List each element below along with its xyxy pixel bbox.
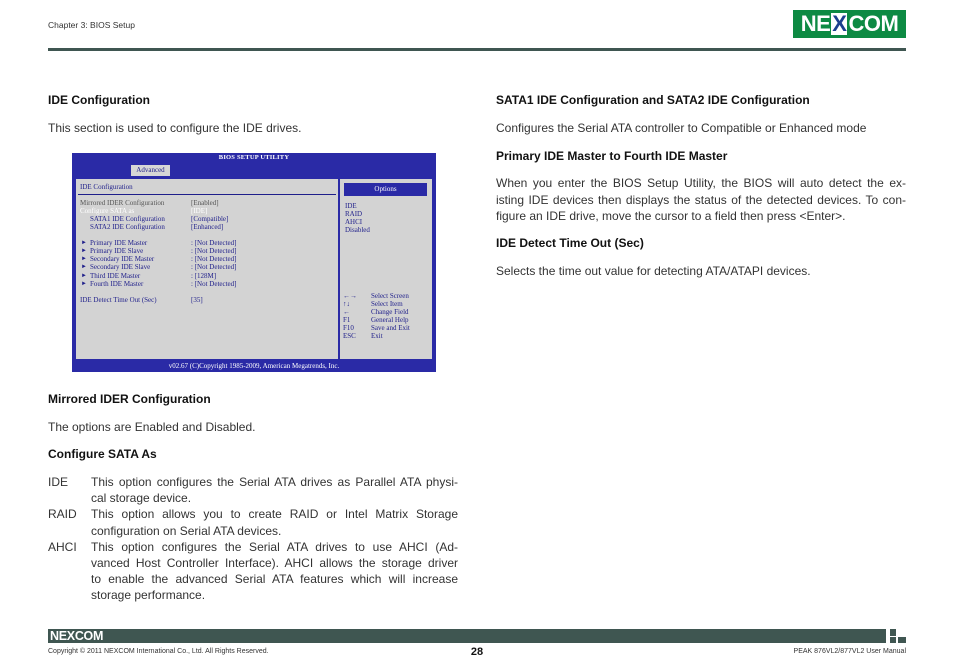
bios-timeout-row xyxy=(76,296,338,304)
bios-option-item: RAID xyxy=(345,210,363,218)
bios-setting-row xyxy=(76,223,338,231)
bios-key: ←→ xyxy=(343,292,357,300)
paragraph-line: isting IDE devices then displays the status of the detected devices. To con- xyxy=(496,192,906,207)
bios-settings-panel xyxy=(76,179,338,359)
bios-tab-advanced: Advanced xyxy=(131,165,170,176)
sata-mode-definitions xyxy=(48,474,458,604)
definition-term: AHCI xyxy=(48,539,77,554)
bios-key-help-row xyxy=(340,300,432,308)
bios-drive-value: : [128M] xyxy=(191,272,217,280)
logo-text-right: COM xyxy=(848,11,899,36)
footer-corner-mark xyxy=(898,637,906,643)
bios-key: F1 xyxy=(343,316,351,324)
bios-key: ↑↓ xyxy=(343,300,350,308)
header-divider xyxy=(48,48,906,51)
bios-screenshot xyxy=(72,153,436,372)
submenu-arrow-icon: ► xyxy=(81,248,87,254)
footer-logo-left: NE xyxy=(50,629,67,643)
sata-ide-config-heading: SATA1 IDE Configuration and SATA2 IDE Configuration xyxy=(496,93,810,107)
bios-drive-row xyxy=(76,272,338,280)
bios-option-item: IDE xyxy=(345,202,357,210)
definition-line: This option configures the Serial ATA drives as Parallel ATA physi- xyxy=(91,475,458,489)
bios-drive-label: Fourth IDE Master xyxy=(90,280,144,288)
bios-drive-row xyxy=(76,247,338,255)
bios-key-action: Exit xyxy=(371,332,383,340)
footer-logo-x: X xyxy=(66,629,75,643)
ide-detect-timeout-heading: IDE Detect Time Out (Sec) xyxy=(496,236,644,250)
nexcom-logo xyxy=(793,10,906,38)
bios-drive-row xyxy=(76,239,338,247)
bios-option-item: Disabled xyxy=(345,226,370,234)
logo-text-left: NE xyxy=(800,11,831,36)
bios-key: ESC xyxy=(343,332,356,340)
footer-copyright: Copyright © 2011 NEXCOM International Co., Ltd. All Rights Reserved. xyxy=(48,648,269,655)
definition-description xyxy=(91,539,458,604)
bios-drive-label: Third IDE Master xyxy=(90,272,141,280)
bios-drive-value: : [Not Detected] xyxy=(191,247,237,255)
bios-drive-value: : [Not Detected] xyxy=(191,280,237,288)
ide-master-heading: Primary IDE Master to Fourth IDE Master xyxy=(496,149,728,163)
definition-raid xyxy=(48,506,458,538)
mirrored-ider-heading: Mirrored IDER Configuration xyxy=(48,392,211,406)
definition-line: This option configures the Serial ATA drives to use AHCI (Ad- xyxy=(91,539,458,554)
footer-band xyxy=(48,629,886,643)
bios-drive-row xyxy=(76,263,338,271)
footer-logo-right: COM xyxy=(74,629,104,643)
bios-timeout-value: [35] xyxy=(191,296,203,304)
chapter-title: Chapter 3: BIOS Setup xyxy=(48,20,135,30)
paragraph-line: figure an IDE drive, move the cursor to a field then press <Enter>. xyxy=(496,209,846,223)
logo-x-mark: X xyxy=(832,11,847,36)
bios-key-action: Save and Exit xyxy=(371,324,410,332)
submenu-arrow-icon: ► xyxy=(81,240,87,246)
bios-key-action: Select Item xyxy=(371,300,403,308)
bios-setting-label: SATA2 IDE Configuration xyxy=(90,223,165,231)
ide-detect-timeout-text: Selects the time out value for detecting ATA/ATAPI devices. xyxy=(496,264,811,278)
bios-help-panel xyxy=(340,179,432,359)
submenu-arrow-icon: ► xyxy=(81,264,87,270)
sata-ide-config-text: Configures the Serial ATA controller to Compatible or Enhanced mode xyxy=(496,121,867,135)
bios-setting-label: Configure SATA as xyxy=(80,207,135,215)
bios-drive-value: : [Not Detected] xyxy=(191,239,237,247)
definition-ahci xyxy=(48,539,458,604)
bios-copyright-bar: v02.67 (C)Copyright 1985-2009, American Megatrends, Inc. xyxy=(168,362,340,370)
definition-line: This option allows you to create RAID or Intel Matrix Storage xyxy=(91,507,458,522)
bios-setting-value: [IDE] xyxy=(191,207,208,215)
bios-drive-label: Secondary IDE Master xyxy=(90,255,155,263)
bios-setting-value: [Enabled] xyxy=(191,199,219,207)
definition-term: IDE xyxy=(48,475,69,489)
bios-section-underline xyxy=(78,194,336,195)
submenu-arrow-icon: ► xyxy=(81,281,87,287)
bios-setting-label: SATA1 IDE Configuration xyxy=(90,215,165,223)
bios-key-help-row xyxy=(340,324,432,332)
bios-drive-label: Primary IDE Master xyxy=(90,239,148,247)
bios-drive-row xyxy=(76,255,338,263)
bios-setting-label: Mirrored IDER Configuration xyxy=(80,199,165,207)
configure-sata-heading: Configure SATA As xyxy=(48,447,157,461)
bios-setting-row-selected xyxy=(76,207,338,215)
definition-description xyxy=(91,506,458,538)
bios-key-help-row xyxy=(340,332,432,340)
page-number: 28 xyxy=(470,646,484,658)
bios-options-header: Options xyxy=(344,183,427,196)
bios-title-bar: BIOS SETUP UTILITY xyxy=(218,154,290,161)
definition-line: to enable the advanced Serial ATA features which will increase xyxy=(91,572,458,587)
bios-drive-value: : [Not Detected] xyxy=(191,263,237,271)
ide-master-paragraph xyxy=(496,175,906,225)
definition-ide xyxy=(48,474,458,506)
ide-configuration-text: This section is used to configure the IDE drives. xyxy=(48,121,302,135)
bios-drive-value: : [Not Detected] xyxy=(191,255,237,263)
definition-line: vanced Host Controller Interface). AHCI allows the storage driver xyxy=(91,556,458,571)
footer-logo xyxy=(50,629,103,643)
bios-drive-label: Primary IDE Slave xyxy=(90,247,144,255)
definition-description xyxy=(91,474,458,506)
definition-line: cal storage device. xyxy=(91,491,192,506)
bios-drive-label: Secondary IDE Slave xyxy=(90,263,151,271)
bios-setting-value: [Compatible] xyxy=(191,215,229,223)
bios-key-help-row xyxy=(340,292,432,300)
definition-line: storage performance. xyxy=(91,588,206,603)
submenu-arrow-icon: ► xyxy=(81,273,87,279)
bios-setting-value: [Enhanced] xyxy=(191,223,224,231)
footer-corner-mark xyxy=(890,629,896,636)
bios-key-action: Select Screen xyxy=(371,292,409,300)
bios-option-item: AHCI xyxy=(345,218,363,226)
manual-title: PEAK 876VL2/877VL2 User Manual xyxy=(793,648,906,655)
bios-drive-row xyxy=(76,280,338,288)
bios-setting-row xyxy=(76,215,338,223)
footer-corner-mark xyxy=(890,637,896,643)
bios-key-help-row xyxy=(340,308,432,316)
bios-section-title: IDE Configuration xyxy=(80,183,133,191)
bios-setting-row xyxy=(76,199,338,207)
submenu-arrow-icon: ► xyxy=(81,256,87,262)
bios-timeout-label: IDE Detect Time Out (Sec) xyxy=(80,296,157,304)
ide-configuration-heading: IDE Configuration xyxy=(48,93,150,107)
bios-key: F10 xyxy=(343,324,354,332)
bios-key-help-row xyxy=(340,316,432,324)
definition-line: configuration on Serial ATA devices. xyxy=(91,523,282,538)
bios-key: ← xyxy=(343,308,350,316)
paragraph-line: When you enter the BIOS Setup Utility, the BIOS will auto detect the ex- xyxy=(496,176,906,190)
bios-key-action: Change Field xyxy=(371,308,409,316)
bios-key-action: General Help xyxy=(371,316,409,324)
mirrored-ider-text: The options are Enabled and Disabled. xyxy=(48,420,256,434)
definition-term: RAID xyxy=(48,507,77,522)
